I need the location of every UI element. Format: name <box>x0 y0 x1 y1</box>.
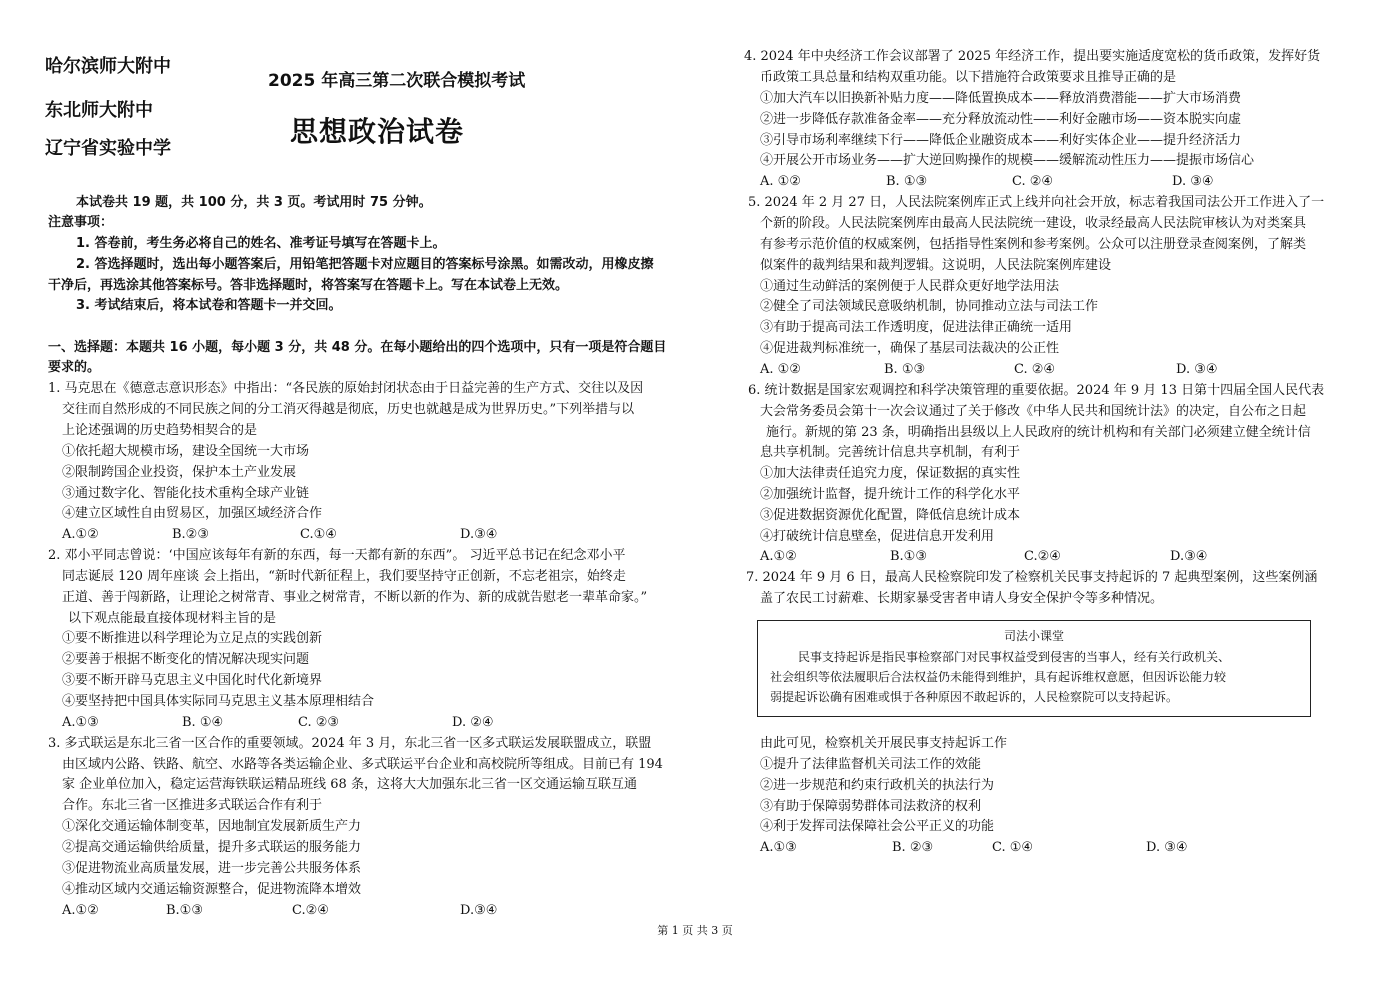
option-d: D.③④ <box>460 527 498 542</box>
school-name: 辽宁省实验中学 <box>45 138 171 159</box>
school-name: 哈尔滨师大附中 <box>45 56 171 77</box>
question-stem: 息共享机制。完善统计信息共享机制，有利于 <box>760 445 1021 460</box>
question-stem: 4. 2024 年中央经济工作会议部署了 2025 年经济工作，提出要实施适度宽松的货币政策，发挥好货 <box>744 49 1321 64</box>
question-stem: 2. 邓小平同志曾说：‘中国应该每年有新的东西，每一天都有新的东西”。 习近平总书记在纪念邓小平 <box>48 548 626 563</box>
option-c: C. ①④ <box>992 840 1034 855</box>
notice-item: 干净后，再选涂其他答案标号。答非选择题时，将答案写在答题卡上。写在本试卷上无效。 <box>48 278 569 293</box>
statement-item: ④促进裁判标准统一，确保了基层司法裁决的公正性 <box>760 341 1060 356</box>
question-stem: 有参考示范价值的权威案例，包括指导性案例和参考案例。公众可以注册登录查阅案例，了解类 <box>760 237 1307 252</box>
question-stem: 同志诞辰 120 周年座谈 会上指出，“新时代新征程上，我们要坚持守正创新，不忘老祖宗，始终走 <box>62 569 626 584</box>
statement-item: ②加强统计监督，提升统计工作的科学化水平 <box>760 487 1021 502</box>
question-stem: 个新的阶段。人民法院案例库由最高人民法院统一建设，收录经最高人民法院审核认为对类案具 <box>760 216 1307 231</box>
option-a: A.①② <box>62 527 99 542</box>
question-stem: 正道、善于闯新路，让理论之树常青、事业之树常青，不断以新的作为、新的成就告慰老一辈革命家。” <box>62 590 648 605</box>
question-stem: 交往而自然形成的不同民族之间的分工消灭得越是彻底，历史也就越是成为世界历史。”下列举措与以 <box>62 402 635 417</box>
question-stem: 施行。新规的第 23 条，明确指出县级以上人民政府的统计机构和有关部门必须建立健全统计信 <box>766 425 1311 440</box>
section-heading: 要求的。 <box>48 360 101 375</box>
option-d: D. ③④ <box>1172 174 1214 189</box>
statement-item: ④打破统计信息壁垒，促进信息开发利用 <box>760 529 995 544</box>
option-b: B.①③ <box>166 903 203 918</box>
law-note-line: 弱提起诉讼确有困难或惧于各种原因不敢起诉的，人民检察院可以支持起诉。 <box>770 690 1179 704</box>
statement-item: ③有助于提高司法工作透明度，促进法律正确统一适用 <box>760 320 1073 335</box>
question-stem: 5. 2024 年 2 月 27 日，人民法院案例库正式上线并向社会开放，标志着我国司法公开工作进入了一 <box>748 195 1325 210</box>
statement-item: ①通过生动鲜活的案例便于人民群众更好地学法用法 <box>760 279 1060 294</box>
option-b: B. ①③ <box>886 174 928 189</box>
option-a: A.①③ <box>760 840 797 855</box>
option-a: A.①③ <box>62 715 99 730</box>
statement-item: ③要不断开辟马克思主义中国化时代化新境界 <box>62 673 323 688</box>
option-a: A.①② <box>62 903 99 918</box>
question-stem: 3. 多式联运是东北三省一区合作的重要领域。2024 年 3 月，东北三省一区多式联运发展联盟成立，联盟 <box>48 736 652 751</box>
law-note-box <box>757 620 1311 717</box>
question-lead: 由此可见，检察机关开展民事支持起诉工作 <box>760 736 1008 751</box>
statement-item: ②进一步规范和约束行政机关的执法行为 <box>760 778 995 793</box>
statement-item: ②提高交通运输供给质量，提升多式联运的服务能力 <box>62 840 362 855</box>
statement-item: ③引导市场利率继续下行——降低企业融资成本——利好实体企业——提升经济活力 <box>760 133 1242 148</box>
page-footer: 第 1 页 共 3 页 <box>657 924 733 937</box>
question-stem: 上论述强调的历史趋势相契合的是 <box>62 423 258 438</box>
law-note-title: 司法小课堂 <box>1003 629 1064 643</box>
notice-item: 2. 答选择题时，选出每小题答案后，用铅笔把答题卡对应题目的答案标号涂黑。如需改动，用橡皮擦 <box>76 257 654 272</box>
option-c: C.①④ <box>300 527 337 542</box>
option-b: B. ①③ <box>884 362 926 377</box>
question-stem: 大会常务委员会第十一次会议通过了关于修改《中华人民共和国统计法》的决定，自公布之日起 <box>760 404 1307 419</box>
statement-item: ②健全了司法领域民意吸纳机制，协同推动立法与司法工作 <box>760 299 1099 314</box>
question-stem: 家 企业单位加入，稳定运营海铁联运精品班线 68 条，这将大大加强东北三省一区交通运输互联互通 <box>62 777 637 792</box>
notice-item: 3. 考试结束后，将本试卷和答题卡一并交回。 <box>76 298 342 313</box>
statement-item: ①要不断推进以科学理论为立足点的实践创新 <box>62 631 323 646</box>
statement-item: ③促进物流业高质量发展，进一步完善公共服务体系 <box>62 861 362 876</box>
question-stem: 似案件的裁判结果和裁判逻辑。这说明，人民法院案例库建设 <box>760 258 1112 273</box>
statement-item: ②限制跨国企业投资，保护本土产业发展 <box>62 465 297 480</box>
statement-item: ③促进数据资源优化配置，降低信息统计成本 <box>760 508 1021 523</box>
option-d: D. ③④ <box>1176 362 1218 377</box>
statement-item: ①提升了法律监督机关司法工作的效能 <box>760 757 982 772</box>
question-stem: 盖了农民工讨薪难、长期家暴受害者申请人身安全保护令等多种情况。 <box>760 591 1164 606</box>
statement-item: ①深化交通运输体制变革，因地制宜发展新质生产力 <box>62 819 362 834</box>
statement-item: ④利于发挥司法保障社会公平正义的功能 <box>760 819 995 834</box>
question-stem: 币政策工具总量和结构双重功能。以下措施符合政策要求且推导正确的是 <box>760 70 1177 85</box>
statement-item: ③通过数字化、智能化技术重构全球产业链 <box>62 486 310 501</box>
notice-heading: 注意事项： <box>48 215 114 230</box>
option-c: C. ②③ <box>298 715 340 730</box>
statement-item: ④推动区域内交通运输资源整合，促进物流降本增效 <box>62 882 362 897</box>
statement-item: ④开展公开市场业务——扩大逆回购操作的规模——缓解流动性压力——提振市场信心 <box>760 153 1255 168</box>
question-stem: 6. 统计数据是国家宏观调控和科学决策管理的重要依据。2024 年 9 月 13 日第十四届全国人民代表 <box>748 383 1325 398</box>
law-note-line: 民事支持起诉是指民事检察部门对民事权益受到侵害的当事人，经有关行政机关、 <box>798 650 1231 664</box>
statement-item: ②进一步降低存款准备金率——充分释放流动性——利好金融市场——资本脱实向虚 <box>760 112 1242 127</box>
option-d: D. ②④ <box>452 715 494 730</box>
law-note-line: 社会组织等依法履职后合法权益仍未能得到维护，具有起诉维权意愿，但因诉讼能力较 <box>770 670 1227 684</box>
question-stem: 1. 马克思在《德意志意识形态》中指出：“各民族的原始封闭状态由于日益完善的生产方式、交往以及因 <box>48 381 644 396</box>
option-a: A. ①② <box>760 174 801 189</box>
option-b: B. ②③ <box>892 840 934 855</box>
school-name: 东北师大附中 <box>45 100 153 121</box>
exam-title: 2025 年高三第二次联合模拟考试 <box>268 71 526 91</box>
option-b: B. ①④ <box>182 715 224 730</box>
statement-item: ④要坚持把中国具体实际同马克思主义基本原理相结合 <box>62 694 375 709</box>
option-d: D. ③④ <box>1146 840 1188 855</box>
option-c: C.②④ <box>292 903 329 918</box>
statement-item: ②要善于根据不断变化的情况解决现实问题 <box>62 652 310 667</box>
statement-item: ①依托超大规模市场，建设全国统一大市场 <box>62 444 310 459</box>
question-stem: 合作。东北三省一区推进多式联运合作有利于 <box>62 798 323 813</box>
notice-intro: 本试卷共 19 题，共 100 分，共 3 页。考试用时 75 分钟。 <box>76 195 432 210</box>
statement-item: ③有助于保障弱势群体司法救济的权利 <box>760 799 982 814</box>
option-c: C.②④ <box>1024 549 1061 564</box>
option-d: D.③④ <box>1170 549 1208 564</box>
statement-item: ④建立区域性自由贸易区，加强区域经济合作 <box>62 506 323 521</box>
subject-title: 思想政治试卷 <box>290 115 465 148</box>
question-stem: 由区域内公路、铁路、航空、水路等各类运输企业、多式联运平台企业和高校院所等组成。目前已有 194 <box>62 757 663 772</box>
question-stem: 以下观点能最直接体现材料主旨的是 <box>68 611 277 626</box>
section-heading: 一、选择题：本题共 16 小题，每小题 3 分，共 48 分。在每小题给出的四个选项中，只有一项是符合题目 <box>48 340 667 355</box>
option-b: B.②③ <box>172 527 209 542</box>
option-b: B.①③ <box>890 549 927 564</box>
statement-item: ①加大法律责任追究力度，保证数据的真实性 <box>760 466 1021 481</box>
option-c: C. ②④ <box>1014 362 1056 377</box>
question-stem: 7. 2024 年 9 月 6 日，最高人民检察院印发了检察机关民事支持起诉的 7 起典型案例，这些案例涵 <box>746 570 1318 585</box>
option-d: D.③④ <box>460 903 498 918</box>
option-a: A.①② <box>760 549 797 564</box>
option-a: A. ①② <box>760 362 801 377</box>
notice-item: 1. 答卷前，考生务必将自己的姓名、准考证号填写在答题卡上。 <box>76 236 446 251</box>
option-c: C. ②④ <box>1012 174 1054 189</box>
statement-item: ①加大汽车以旧换新补贴力度——降低置换成本——释放消费潜能——扩大市场消费 <box>760 91 1242 106</box>
